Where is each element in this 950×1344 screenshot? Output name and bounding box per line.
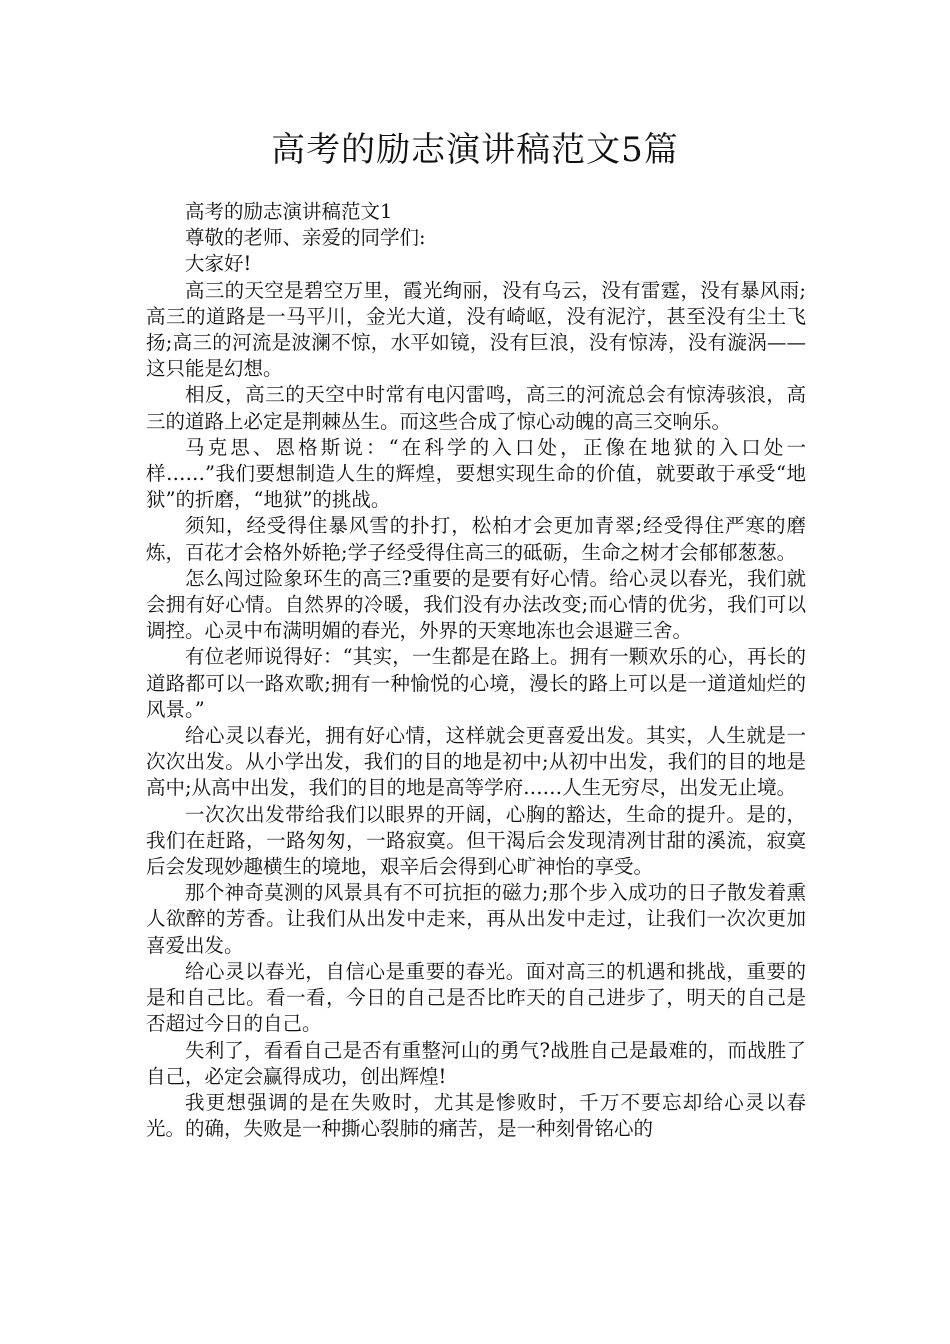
document-title: 高考的励志演讲稿范文5篇 (271, 130, 679, 170)
paragraph: 我更想强调的是在失败时，尤其是惨败时，千万不要忘却给心灵以春光。的确，失败是一种撕心裂肺的痛苦，是一种刻骨铭心的 (146, 1090, 806, 1141)
paragraph-salutation: 尊敬的老师、亲爱的同学们: (185, 226, 426, 250)
paragraph: 失利了，看看自己是否有重整河山的勇气?战胜自己是最难的，而战胜了自己，必定会赢得成功，创出辉煌! (146, 1038, 806, 1088)
document-body (146, 199, 806, 1142)
paragraph: 须知，经受得住暴风雪的扑打，松柏才会更加青翠;经受得住严寒的磨炼，百花才会格外娇艳;学子经受得住高三的砥砺，生命之树才会郁郁葱葱。 (146, 514, 806, 564)
paragraph: 马克思、恩格斯说：“在科学的入口处，正像在地狱的入口处一样……”我们要想制造人生的辉煌，要想实现生命的价值，就要敢于承受“地狱”的折磨，“地狱”的挑战。 (146, 435, 806, 512)
paragraph-greeting: 大家好! (185, 252, 252, 276)
paragraph: 那个神奇莫测的风景具有不可抗拒的磁力;那个步入成功的日子散发着熏人欲醉的芳香。让我们从出发中走来，再从出发中走过，让我们一次次更加喜爱出发。 (146, 881, 806, 957)
paragraph: 相反，高三的天空中时常有电闪雷鸣，高三的河流总会有惊涛骇浪，高三的道路上必定是荆棘丛生。而这些合成了惊心动魄的高三交响乐。 (146, 383, 806, 433)
paragraph-heading: 高考的励志演讲稿范文1 (185, 200, 393, 223)
paragraph: 给心灵以春光，拥有好心情，这样就会更喜爱出发。其实，人生就是一次次出发。从小学出发，我们的目的地是初中;从初中出发，我们的目的地是高中;从高中出发，我们的目的地是高等学府……人生无穷尽，出发无止境。 (146, 724, 806, 800)
paragraph: 一次次出发带给我们以眼界的开阔，心胸的豁达，生命的提升。是的，我们在赶路，一路匆匆，一路寂寞。但干渴后会发现清冽甘甜的溪流，寂寞后会发现妙趣横生的境地，艰辛后会得到心旷神怡的享受。 (146, 802, 806, 879)
paragraph: 怎么闯过险象环生的高三?重要的是要有好心情。给心灵以春光，我们就会拥有好心情。自然界的冷暖，我们没有办法改变;而心情的优劣，我们可以调控。心灵中布满明媚的春光，外界的天寒地冻也会退避三舍。 (146, 566, 806, 643)
paragraph: 有位老师说得好：“其实，一生都是在路上。拥有一颗欢乐的心，再长的道路都可以一路欢歌;拥有一种愉悦的心境，漫长的路上可以是一道道灿烂的风景。” (146, 645, 806, 721)
paragraph: 给心灵以春光，自信心是重要的春光。面对高三的机遇和挑战，重要的是和自己比。看一看，今日的自己是否比昨天的自己进步了，明天的自己是否超过今日的自己。 (146, 959, 806, 1036)
paragraph: 高三的天空是碧空万里，霞光绚丽，没有乌云，没有雷霆，没有暴风雨;高三的道路是一马平川，金光大道，没有崎岖，没有泥泞，甚至没有尘土飞扬;高三的河流是波澜不惊，水平如镜，没有巨浪，没有惊涛，没有漩涡——这只能是幻想。 (146, 278, 806, 381)
